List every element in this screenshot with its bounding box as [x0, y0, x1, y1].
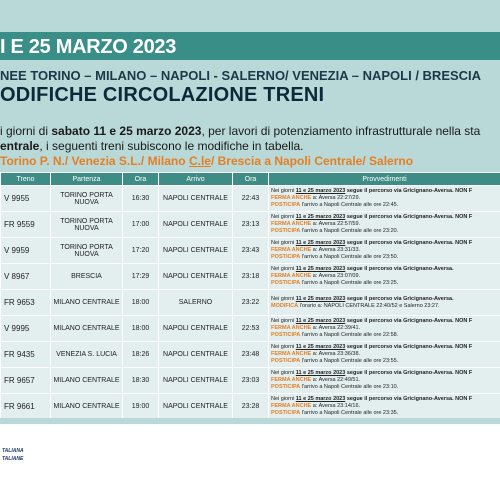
route-line: NEE TORINO – MILANO – NAPOLI - SALERNO/ VENEZIA – NAPOLI / BRESCIA	[0, 68, 482, 83]
measure-line-1: Nei giorni 11 e 25 marzo 2023 segue il percorso via Gricignano-Aversa. NON F	[271, 344, 473, 351]
train-number: FR 9661	[1, 394, 51, 420]
arrival-time: 23:22	[233, 290, 269, 316]
header-provvedimenti: Provvedimenti	[269, 173, 500, 186]
measure-line-1: Nei giorni 11 e 25 marzo 2023 segue il percorso via Gricignano-Aversa. NON F	[271, 188, 473, 195]
departure-time: 18:00	[123, 290, 159, 316]
measure-line-1: Nei giorni 11 e 25 marzo 2023 segue il percorso via Gricignano-Aversa. NON F	[271, 370, 473, 377]
measure-line-1: Nei giorni 11 e 25 marzo 2023 segue il percorso via Gricignano-Aversa.	[271, 295, 454, 302]
train-number: FR 9657	[1, 368, 51, 394]
table-row	[1, 264, 500, 290]
arrival-time: 22:53	[233, 316, 269, 342]
measure-line-1: Nei giorni 11 e 25 marzo 2023 segue il percorso via Gricignano-Aversa. NON F	[271, 318, 473, 325]
table-header-row	[1, 173, 500, 186]
measures-cell	[269, 212, 500, 238]
train-table	[0, 172, 500, 420]
measure-line-2: FERMA ANCHE a: Aversa 22:49/51.	[271, 377, 361, 384]
departure-time: 18:26	[123, 342, 159, 368]
measure-line-2: FERMA ANCHE a: Aversa 22:57/59.	[271, 221, 361, 228]
departure-station: TORINO PORTA NUOVA	[51, 186, 123, 212]
table-row	[1, 368, 500, 394]
train-number: FR 9435	[1, 342, 51, 368]
arrival-station: NAPOLI CENTRALE	[159, 316, 233, 342]
arrival-time: 23:48	[233, 342, 269, 368]
measure-line-3: POSTICIPA l'arrivo a Napoli Centrale alle ore 22:45.	[271, 201, 399, 208]
table-row	[1, 238, 500, 264]
arrival-station: NAPOLI CENTRALE	[159, 394, 233, 420]
header-treno: Treno	[1, 173, 51, 186]
header-ora-arrivo: Ora	[233, 173, 269, 186]
arrival-station: NAPOLI CENTRALE	[159, 238, 233, 264]
departure-time: 18:30	[123, 368, 159, 394]
departure-station: BRESCIA	[51, 264, 123, 290]
measure-line-1: Nei giorni 11 e 25 marzo 2023 segue il percorso via Gricignano-Aversa. NON F	[271, 214, 473, 221]
measure-line-3: POSTICIPA l'arrivo a Napoli Centrale alle ore 23:20.	[271, 227, 399, 234]
train-number: V 8967	[1, 264, 51, 290]
arrival-time: 23:13	[233, 212, 269, 238]
measure-line-3: POSTICIPA l'arrivo a Napoli Centrale alle ore 23:10.	[271, 383, 399, 390]
departure-station: MILANO CENTRALE	[51, 290, 123, 316]
arrival-station: NAPOLI CENTRALE	[159, 264, 233, 290]
departure-time: 17:29	[123, 264, 159, 290]
table-row	[1, 342, 500, 368]
header-arrivo: Arrivo	[159, 173, 233, 186]
departure-station: MILANO CENTRALE	[51, 316, 123, 342]
measure-line-3: POSTICIPA l'arrivo a Napoli Centrale alle ore 23:35.	[271, 409, 399, 416]
measure-line-2: FERMA ANCHE a: Aversa 23:14/16.	[271, 403, 361, 410]
measure-line-2: FERMA ANCHE a: Aversa 22:39/41.	[271, 325, 361, 332]
measures-cell	[269, 264, 500, 290]
header-ora-partenza: Ora	[123, 173, 159, 186]
measures-cell	[269, 342, 500, 368]
header-partenza: Partenza	[51, 173, 123, 186]
measure-line-1: Nei giorni 11 e 25 marzo 2023 segue il percorso via Gricignano-Aversa. NON F	[271, 240, 473, 247]
measure-line-2: MODIFICA l'orario a: NAPOLI CENTRALE 22:40/52 e Salerno 23:27.	[271, 302, 440, 309]
date-title: I E 25 MARZO 2023	[0, 36, 177, 58]
measure-line-1: Nei giorni 11 e 25 marzo 2023 segue il percorso via Gricignano-Aversa. NON F	[271, 396, 473, 403]
logo-text-2: TALIANE	[2, 456, 24, 462]
table-row	[1, 394, 500, 420]
table-row	[1, 212, 500, 238]
measure-line-3: POSTICIPA l'arrivo a Napoli Centrale alle ore 23:55.	[271, 357, 399, 364]
departure-time: 17:00	[123, 212, 159, 238]
arrival-time: 23:43	[233, 238, 269, 264]
train-number: V 9959	[1, 238, 51, 264]
departure-time: 18:00	[123, 316, 159, 342]
departure-station: TORINO PORTA NUOVA	[51, 212, 123, 238]
arrival-station: SALERNO	[159, 290, 233, 316]
measure-line-3: POSTICIPA l'arrivo a Napoli Centrale alle ore 23:50.	[271, 253, 399, 260]
arrival-time: 23:28	[233, 394, 269, 420]
departure-time: 17:20	[123, 238, 159, 264]
train-number: V 9955	[1, 186, 51, 212]
measures-cell	[269, 290, 500, 316]
train-number: V 9995	[1, 316, 51, 342]
measure-line-2: FERMA ANCHE a: Aversa 23:36/38.	[271, 351, 361, 358]
page-title: ODIFICHE CIRCOLAZIONE TRENI	[0, 84, 325, 106]
train-number: FR 9653	[1, 290, 51, 316]
arrival-time: 23:18	[233, 264, 269, 290]
arrival-time: 22:43	[233, 186, 269, 212]
departure-station: TORINO PORTA NUOVA	[51, 238, 123, 264]
table-row	[1, 186, 500, 212]
departure-station: MILANO CENTRALE	[51, 394, 123, 420]
measure-line-1: Nei giorni 11 e 25 marzo 2023 segue il percorso via Gricignano-Aversa.	[271, 266, 454, 273]
intro-line-2: entrale, i seguenti treni subiscono le modifiche in tabella.	[0, 139, 304, 153]
table-row	[1, 290, 500, 316]
arrival-station: NAPOLI CENTRALE	[159, 212, 233, 238]
table-row	[1, 316, 500, 342]
measure-line-2: FERMA ANCHE a: Aversa 23:07/09.	[271, 273, 361, 280]
measures-cell	[269, 238, 500, 264]
logo-text: TALIANA	[2, 448, 24, 454]
measure-line-2: FERMA ANCHE a: Aversa 23:31/33.	[271, 247, 361, 254]
measures-cell	[269, 368, 500, 394]
departure-time: 16:30	[123, 186, 159, 212]
departure-station: VENEZIA S. LUCIA	[51, 342, 123, 368]
intro-line-1: i giorni di sabato 11 e 25 marzo 2023, per lavori di potenziamento infrastrutturale nella sta	[0, 124, 481, 138]
arrival-station: NAPOLI CENTRALE	[159, 368, 233, 394]
measure-line-3: POSTICIPA l'arrivo a Napoli Centrale alle ore 23:25.	[271, 279, 399, 286]
measures-cell	[269, 186, 500, 212]
arrival-station: NAPOLI CENTRALE	[159, 186, 233, 212]
measures-cell	[269, 316, 500, 342]
measure-line-2: FERMA ANCHE a: Aversa 22:27/29.	[271, 195, 361, 202]
departure-time: 19:00	[123, 394, 159, 420]
measure-line-3: POSTICIPA l'arrivo a Napoli Centrale alle ore 22:58.	[271, 331, 399, 338]
arrival-station: NAPOLI CENTRALE	[159, 342, 233, 368]
train-number: FR 9559	[1, 212, 51, 238]
measures-cell	[269, 394, 500, 420]
arrival-time: 23:03	[233, 368, 269, 394]
route-subtitle: Torino P. N./ Venezia S.L./ Milano C.le/ Brescia a Napoli Centrale/ Salerno	[0, 154, 414, 168]
divider-stripe	[0, 418, 500, 424]
departure-station: MILANO CENTRALE	[51, 368, 123, 394]
